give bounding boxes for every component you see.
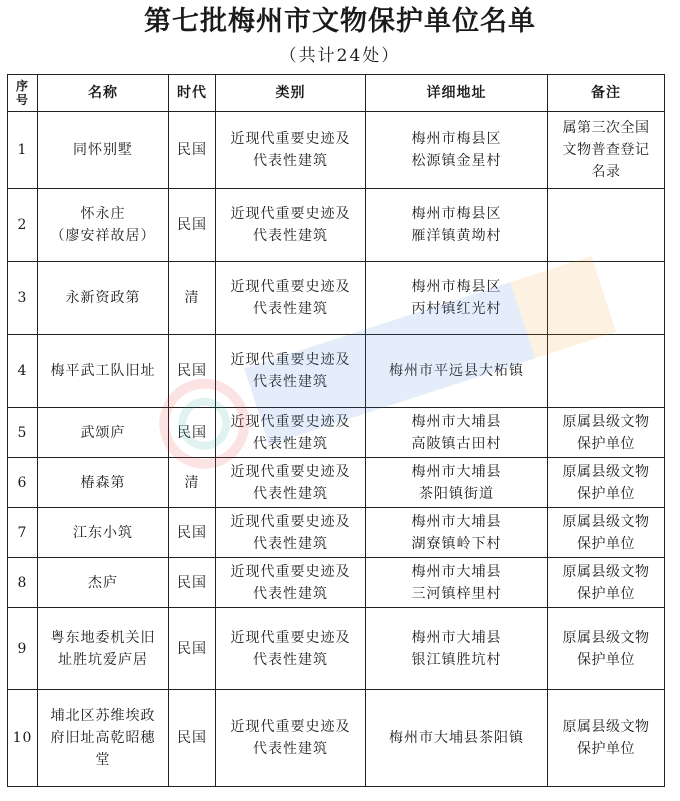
cell-name-line: 同怀别墅 <box>73 142 133 158</box>
cell-seq: 10 <box>8 690 38 787</box>
cell-category-line: 近现代重要史迹及 <box>230 563 351 580</box>
cell-category <box>216 112 366 189</box>
cell-seq: 4 <box>8 335 38 408</box>
cell-address <box>366 690 548 787</box>
cell-name <box>38 112 169 189</box>
cell-category <box>216 690 366 787</box>
cell-name <box>38 558 169 608</box>
cell-category <box>216 508 366 558</box>
cell-address <box>366 112 548 189</box>
cell-name <box>38 458 169 508</box>
table-row <box>8 335 665 408</box>
cell-note-line: 保护单位 <box>577 741 635 757</box>
cell-note-line: 保护单位 <box>577 585 635 602</box>
cell-category-line: 近现代重要史迹及 <box>230 513 351 530</box>
header-seq-bottom: 号 <box>15 93 29 107</box>
cell-era: 民国 <box>169 558 216 608</box>
cell-note <box>548 262 665 335</box>
cell-name <box>38 262 169 335</box>
cell-address <box>366 508 548 558</box>
cell-address-line: 丙村镇红光村 <box>411 301 502 317</box>
cell-note-line: 属第三次全国 <box>562 120 650 136</box>
cell-category <box>216 262 366 335</box>
cell-note-line: 保护单位 <box>577 435 635 452</box>
cell-note-line: 原属县级文物 <box>562 719 650 735</box>
cell-note-line: 保护单位 <box>577 485 635 502</box>
cell-address-line: 湖寮镇岭下村 <box>411 535 502 552</box>
cell-note <box>548 508 665 558</box>
cell-note-line: 保护单位 <box>577 651 635 668</box>
cell-category-line: 代表性建筑 <box>253 301 328 317</box>
cell-address-line: 茶阳镇街道 <box>419 485 494 502</box>
cell-era: 清 <box>169 458 216 508</box>
header-name: 名称 <box>38 75 169 112</box>
cell-name-line: 永新资政第 <box>65 290 141 306</box>
table-row <box>8 189 665 262</box>
cell-seq: 9 <box>8 608 38 690</box>
cell-address-line: 三河镇梓里村 <box>411 585 502 602</box>
cell-name-line: 埔北区苏维埃政 <box>50 708 156 724</box>
cell-era: 民国 <box>169 112 216 189</box>
cell-category-line: 近现代重要史迹及 <box>230 463 351 480</box>
cell-address-line: 梅州市大埔县 <box>411 629 502 646</box>
cell-category-line: 代表性建筑 <box>253 485 328 502</box>
header-note: 备注 <box>548 75 665 112</box>
page-title: 第七批梅州市文物保护单位名单 <box>144 6 536 37</box>
cell-address <box>366 189 548 262</box>
cell-address-line: 梅州市梅县区 <box>411 131 502 147</box>
cell-name-line: 址胜坑爱庐居 <box>58 651 148 668</box>
cell-address-line: 梅州市大埔县 <box>411 463 502 480</box>
cell-seq: 6 <box>8 458 38 508</box>
cell-address-line: 高陂镇古田村 <box>411 435 502 452</box>
table-row <box>8 262 665 335</box>
cell-address <box>366 335 548 408</box>
cell-address-line: 梅州市大埔县 <box>411 413 502 430</box>
table-header-row <box>8 75 665 112</box>
cell-note-line: 原属县级文物 <box>562 563 650 580</box>
cell-address-line: 梅州市梅县区 <box>411 279 502 295</box>
cell-address-line: 梅州市梅县区 <box>411 206 502 222</box>
cell-note <box>548 112 665 189</box>
cell-category-line: 代表性建筑 <box>253 535 328 552</box>
cell-name-line: 堂 <box>95 752 111 768</box>
header-address: 详细地址 <box>366 75 548 112</box>
cell-seq: 3 <box>8 262 38 335</box>
cell-era: 清 <box>169 262 216 335</box>
cell-category-line: 近现代重要史迹及 <box>230 131 351 147</box>
table-row <box>8 508 665 558</box>
table-row <box>8 112 665 189</box>
cell-address-line: 梅州市平远县大柘镇 <box>389 363 524 379</box>
cell-category-line: 代表性建筑 <box>253 651 328 668</box>
cell-era: 民国 <box>169 335 216 408</box>
cell-address <box>366 458 548 508</box>
cell-seq: 2 <box>8 189 38 262</box>
cell-seq: 7 <box>8 508 38 558</box>
cell-address-line: 雁洋镇黄坳村 <box>411 228 502 244</box>
cell-name-line: 怀永庄 <box>80 206 126 222</box>
cell-era: 民国 <box>169 508 216 558</box>
cell-name <box>38 508 169 558</box>
cell-note <box>548 408 665 458</box>
cell-note <box>548 458 665 508</box>
cell-category-line: 近现代重要史迹及 <box>230 719 351 735</box>
cell-note <box>548 558 665 608</box>
header-era: 时代 <box>169 75 216 112</box>
cell-name <box>38 408 169 458</box>
header-seq <box>8 75 38 112</box>
cell-name-line: 椿森第 <box>80 474 126 491</box>
cell-category <box>216 458 366 508</box>
cell-name <box>38 608 169 690</box>
cell-note-line: 原属县级文物 <box>562 513 650 530</box>
table-row <box>8 558 665 608</box>
cell-category-line: 近现代重要史迹及 <box>230 206 351 222</box>
cell-era: 民国 <box>169 690 216 787</box>
table-row <box>8 408 665 458</box>
cell-address-line: 松源镇金星村 <box>411 153 502 169</box>
cell-name-line: 府旧址高乾昭穗 <box>50 730 156 746</box>
cell-name-line: 杰庐 <box>88 574 118 591</box>
cell-seq: 5 <box>8 408 38 458</box>
cell-category <box>216 608 366 690</box>
cell-note <box>548 335 665 408</box>
cell-note-line: 名录 <box>591 164 621 180</box>
table-body <box>8 112 665 787</box>
cell-note-line: 文物普查登记 <box>562 142 650 158</box>
cell-name-line: 粤东地委机关旧 <box>50 629 156 646</box>
cell-note-line: 原属县级文物 <box>562 413 650 430</box>
cell-era: 民国 <box>169 608 216 690</box>
cell-note-line: 保护单位 <box>577 535 635 552</box>
cell-address <box>366 558 548 608</box>
cell-name-line: 武颂庐 <box>80 424 126 441</box>
cell-note <box>548 690 665 787</box>
cell-category <box>216 335 366 408</box>
cell-name <box>38 690 169 787</box>
cell-name-line: （廖安祥故居） <box>50 228 156 244</box>
cell-category-line: 近现代重要史迹及 <box>230 413 351 430</box>
cell-address <box>366 608 548 690</box>
cell-category-line: 代表性建筑 <box>253 228 328 244</box>
heritage-table <box>7 74 665 787</box>
cell-address <box>366 262 548 335</box>
cell-address-line: 梅州市大埔县 <box>411 563 502 580</box>
cell-name <box>38 189 169 262</box>
cell-category <box>216 408 366 458</box>
cell-category-line: 代表性建筑 <box>253 435 328 452</box>
cell-category-line: 代表性建筑 <box>253 741 328 757</box>
cell-category-line: 代表性建筑 <box>253 374 328 390</box>
table-row <box>8 608 665 690</box>
header-seq-top: 序 <box>15 79 29 93</box>
cell-seq: 8 <box>8 558 38 608</box>
cell-category-line: 代表性建筑 <box>253 585 328 602</box>
cell-seq: 1 <box>8 112 38 189</box>
cell-era: 民国 <box>169 408 216 458</box>
cell-category-line: 近现代重要史迹及 <box>230 279 351 295</box>
cell-address-line: 银江镇胜坑村 <box>411 651 502 668</box>
cell-address-line: 梅州市大埔县茶阳镇 <box>389 730 524 746</box>
cell-name-line: 梅平武工队旧址 <box>50 363 156 379</box>
cell-note <box>548 608 665 690</box>
cell-category <box>216 558 366 608</box>
cell-address-line: 梅州市大埔县 <box>411 513 502 530</box>
cell-category <box>216 189 366 262</box>
cell-category-line: 代表性建筑 <box>253 153 328 169</box>
cell-note-line: 原属县级文物 <box>562 463 650 480</box>
page-subtitle: （共计24处） <box>279 46 401 66</box>
cell-note <box>548 189 665 262</box>
cell-name <box>38 335 169 408</box>
cell-address <box>366 408 548 458</box>
table-row <box>8 458 665 508</box>
cell-category-line: 近现代重要史迹及 <box>230 352 351 368</box>
header-category: 类别 <box>216 75 366 112</box>
cell-note-line: 原属县级文物 <box>562 629 650 646</box>
table-row <box>8 690 665 787</box>
cell-era: 民国 <box>169 189 216 262</box>
cell-name-line: 江东小筑 <box>73 524 133 541</box>
cell-category-line: 近现代重要史迹及 <box>230 629 351 646</box>
